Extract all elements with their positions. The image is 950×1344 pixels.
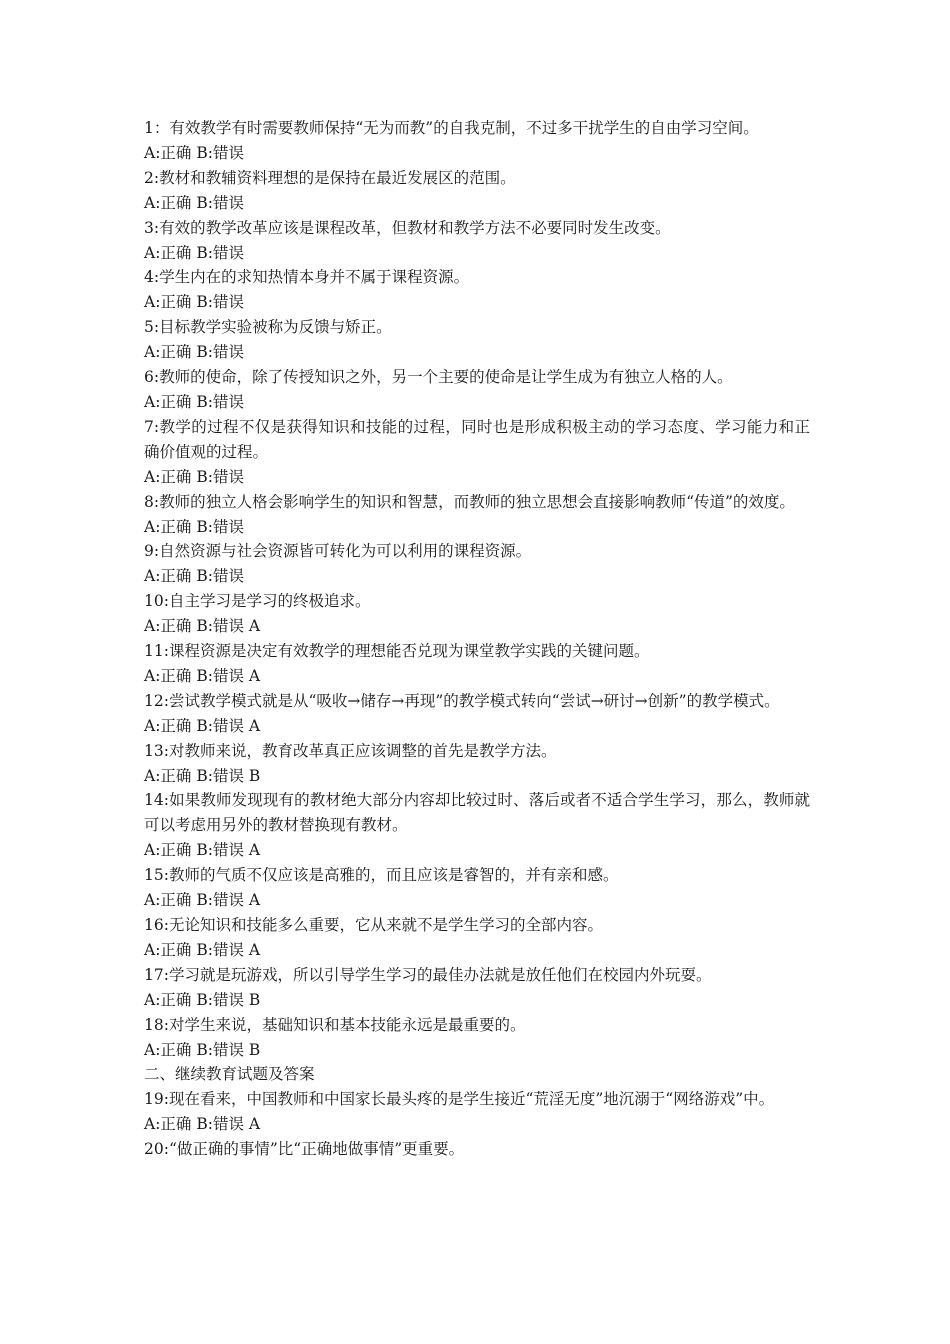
options-4: A:正确 B:错误	[144, 293, 244, 312]
options-1: A:正确 B:错误	[144, 143, 244, 162]
options-2: A:正确 B:错误	[144, 193, 244, 212]
options-5: A:正确 B:错误	[144, 343, 244, 362]
question-1: 1：有效教学有时需要教师保持“无为而教”的自我克制，不过多干扰学生的自由学习空间。	[144, 119, 759, 137]
question-10: 10:自主学习是学习的终极追求。	[144, 592, 371, 611]
question-15: 15:教师的气质不仅应该是高雅的，而且应该是睿智的，并有亲和感。	[144, 866, 619, 885]
options-10: A:正确 B:错误 A	[144, 617, 261, 636]
question-14: 14:如果教师发现现有的教材绝大部分内容却比较过时、落后或者不适合学生学习，那么，教师就可以考虑用另外的教材替换现有教材。	[144, 791, 810, 835]
section-heading: 二、继续教育试题及答案	[144, 1065, 315, 1084]
question-13: 13:对教师来说，教育改革真正应该调整的首先是教学方法。	[144, 741, 557, 760]
options-9: A:正确 B:错误	[144, 567, 244, 586]
options-7: A:正确 B:错误	[144, 467, 244, 486]
question-19: 19:现在看来，中国教师和中国家长最头疼的是学生接近“荒淫无度”地沉溺于“网络游戏”中。	[144, 1090, 775, 1109]
question-8: 8:教师的独立人格会影响学生的知识和智慧，而教师的独立思想会直接影响教师“传道”的效度。	[144, 492, 795, 511]
options-17: A:正确 B:错误 B	[144, 990, 261, 1009]
options-16: A:正确 B:错误 A	[144, 940, 261, 959]
question-16: 16:无论知识和技能多么重要，它从来就不是学生学习的全部内容。	[144, 916, 603, 934]
question-12: 12:尝试教学模式就是从“吸收→储存→再现”的教学模式转向“尝试→研讨→创新”的教学模式。	[144, 691, 780, 710]
question-17: 17:学习就是玩游戏，所以引导学生学习的最佳办法就是放任他们在校园内外玩耍。	[144, 965, 712, 984]
question-5: 5:目标教学实验被称为反馈与矫正。	[144, 318, 392, 337]
options-14: A:正确 B:错误 A	[144, 841, 261, 860]
question-2: 2:教材和教辅资料理想的是保持在最近发展区的范围。	[144, 168, 516, 187]
options-15: A:正确 B:错误 A	[144, 891, 261, 910]
question-6: 6:教师的使命，除了传授知识之外，另一个主要的使命是让学生成为有独立人格的人。	[144, 368, 733, 387]
options-11: A:正确 B:错误 A	[144, 666, 261, 685]
document-body	[144, 116, 810, 1162]
options-19: A:正确 B:错误 A	[144, 1115, 261, 1134]
question-20: 20:“做正确的事情”比“正确地做事情”更重要。	[144, 1140, 465, 1159]
question-9: 9:自然资源与社会资源皆可转化为可以利用的课程资源。	[144, 542, 532, 561]
options-8: A:正确 B:错误	[144, 517, 244, 536]
question-7: 7:教学的过程不仅是获得知识和技能的过程，同时也是形成积极主动的学习态度、学习能力和正确价值观的过程。	[144, 417, 810, 461]
question-18: 18:对学生来说，基础知识和基本技能永远是最重要的。	[144, 1015, 526, 1034]
question-4: 4:学生内在的求知热情本身并不属于课程资源。	[144, 268, 470, 287]
options-6: A:正确 B:错误	[144, 392, 244, 411]
question-11: 11:课程资源是决定有效教学的理想能否兑现为课堂教学实践的关键问题。	[144, 642, 650, 661]
options-3: A:正确 B:错误	[144, 243, 244, 262]
question-3: 3:有效的教学改革应该是课程改革，但教材和教学方法不必要同时发生改变。	[144, 218, 671, 237]
options-18: A:正确 B:错误 B	[144, 1040, 261, 1059]
options-13: A:正确 B:错误 B	[144, 766, 261, 785]
options-12: A:正确 B:错误 A	[144, 716, 261, 735]
